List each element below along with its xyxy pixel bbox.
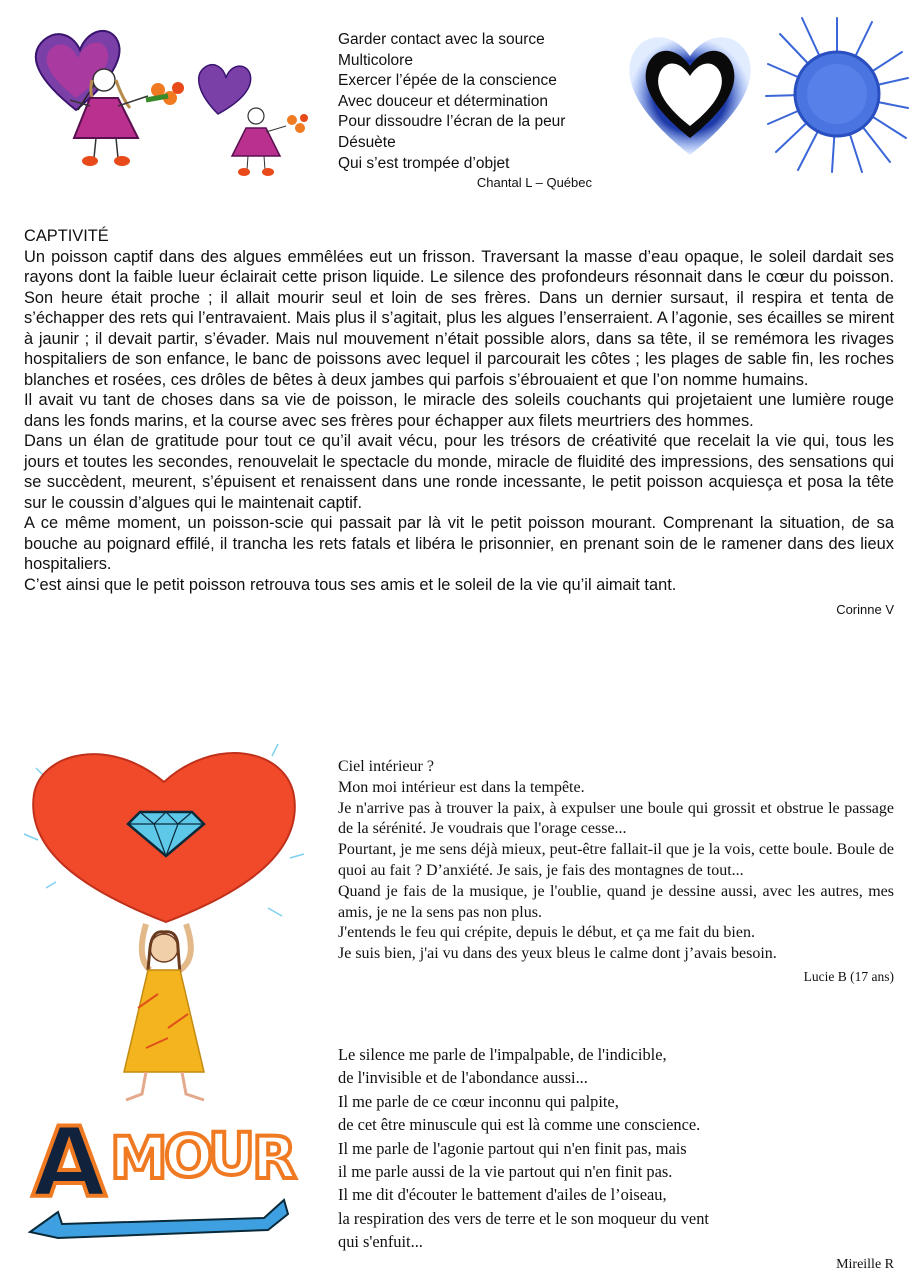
blue-heart-drawing bbox=[620, 20, 760, 165]
story-title: CAPTIVITÉ bbox=[24, 227, 109, 245]
poem-line: Qui s’est trompée d’objet bbox=[338, 154, 510, 172]
amour-letter: M bbox=[110, 1124, 168, 1192]
amour-letter: A bbox=[32, 1107, 107, 1219]
poem-line: Il me parle de l'agonie partout qui n'en finit pas, mais bbox=[338, 1138, 687, 1158]
poem-line: de cet être minuscule qui est là comme une conscience. bbox=[338, 1115, 701, 1135]
poem-line: Garder contact avec la source bbox=[338, 31, 545, 48]
poem-line: Exercer l’épée de la conscience bbox=[338, 72, 557, 90]
poem-signature: Lucie B (17 ans) bbox=[803, 968, 894, 984]
poem-signature: Mireille R bbox=[836, 1257, 894, 1272]
amour-letter: R bbox=[252, 1124, 297, 1192]
poem-line: Désuète bbox=[338, 133, 396, 151]
poem-line: Avec douceur et détermination bbox=[338, 92, 548, 110]
poem-paragraph: Quand je fais de la musique, je l'oublie, quand je dessine aussi, avec les autres, mes amis, je ne la sens pas non plus. bbox=[338, 882, 894, 921]
poem-paragraph: Je n'arrive pas à trouver la paix, à expulser une boule qui grossit et obstrue le passage de la sérénité. Je voudrais que l'orage cesse... bbox=[338, 799, 894, 838]
amour-drawing bbox=[18, 738, 308, 1250]
poem-paragraph: Pourtant, je me sens déjà mieux, peut-être fallait-il que je la vois, cette boule. Boule de quoi au fait ? D’anxiété. Je sais, je fais des montagnes de tout... bbox=[338, 841, 894, 879]
poem-signature: Chantal L – Québec bbox=[476, 175, 592, 191]
story-paragraph: Un poisson captif dans des algues emmêlées eut un frisson. Traversant la masse d’eau opaque, le soleil dardait ses rayons dont la faible lueur éclairait cette prison liquide. Le silence des profondeurs résonnait dans le cœur du poisson. Son heure était proche ; il allait mourir seul et loin de ses frères. Dans un dernier sursaut, il respira et tenta de s’échapper des rets qui l’entravaient. Mais plus il s’agitait, plus les algues l’enserraient. A l’agonie, ses écailles se mirent à jaunir ; il devait partir, s’évader. Mais nul mouvement n’était possible alors, dans sa tête, il se remémora les rivages hospitaliers de son enfance, le banc de poissons avec lequel il parcourait les côtes ; les plages de sable fin, les roches blanches et rosées, ces drôles de bêtes à deux jambes qui parfois s’ébrouaient et que l’on nomme humains. bbox=[24, 247, 894, 389]
poem-paragraph: Mon moi intérieur est dans la tempête. bbox=[338, 778, 585, 796]
poem-line: Il me dit d'écouter le battement d'ailes de l’oiseau, bbox=[338, 1185, 667, 1205]
poem-line: qui s'enfuit... bbox=[338, 1232, 423, 1252]
amour-letter: U bbox=[208, 1120, 256, 1188]
blue-sun-drawing bbox=[762, 12, 912, 177]
story-paragraph: A ce même moment, un poisson-scie qui passait par là vit le petit poisson mourant. Comprenant la situation, de sa bouche au poignard effilé, il trancha les rets fatals et libéra le prisonnier, en prenant soin de le ramener dans des lieux hospitaliers. bbox=[24, 514, 894, 573]
poem-line: Il me parle de ce cœur inconnu qui palpite, bbox=[338, 1091, 619, 1111]
poem-line: la respiration des vers de terre et le son moqueur du vent bbox=[338, 1208, 709, 1228]
poem-line: de l'invisible et de l'abondance aussi... bbox=[338, 1068, 588, 1088]
amour-letter: O bbox=[164, 1122, 214, 1190]
story-captivite bbox=[24, 226, 894, 621]
poem-line: Le silence me parle de l'impalpable, de l'indicible, bbox=[338, 1045, 667, 1064]
girls-with-hearts-drawing bbox=[18, 18, 318, 193]
story-paragraph: Dans un élan de gratitude pour tout ce qu’il avait vécu, pour les trésors de créativité que recelait la vie qui, tous les jours et toutes les secondes, renouvelait le spectacle du monde, miracle de fluidité des impressions, des sensations qui se succèdent, meurent, s’épuisent et renaissent dans une ronde incessante, le petit poisson acquiesça et posa la tête sur le coussin d’algues qui le maintenait captif. bbox=[24, 432, 894, 512]
poem-mireille bbox=[338, 1043, 894, 1272]
poem-paragraph: J'entends le feu qui crépite, depuis le début, et ça me fait du bien. bbox=[338, 924, 755, 942]
story-signature: Corinne V bbox=[836, 602, 894, 617]
story-paragraph: C’est ainsi que le petit poisson retrouva tous ses amis et le soleil de la vie qu’il aimait tant. bbox=[24, 575, 677, 594]
poem-line: Pour dissoudre l’écran de la peur bbox=[338, 113, 566, 131]
poem-title: Ciel intérieur ? bbox=[338, 758, 434, 775]
poem-line: il me parle aussi de la vie partout qui n'en finit pas. bbox=[338, 1162, 673, 1182]
poem-line: Multicolore bbox=[338, 51, 413, 69]
story-paragraph: Il avait vu tant de choses dans sa vie de poisson, le miracle des soleils couchants qui projetaient une lumière rouge dans les fonds marins, et la course avec ses frères pour échapper aux filets meurtriers des hommes. bbox=[24, 391, 894, 430]
poem-paragraph: Je suis bien, j'ai vu dans des yeux bleus le calme dont j’avais besoin. bbox=[338, 945, 777, 963]
poem-chantal bbox=[338, 30, 618, 192]
poem-lucie bbox=[338, 757, 894, 988]
